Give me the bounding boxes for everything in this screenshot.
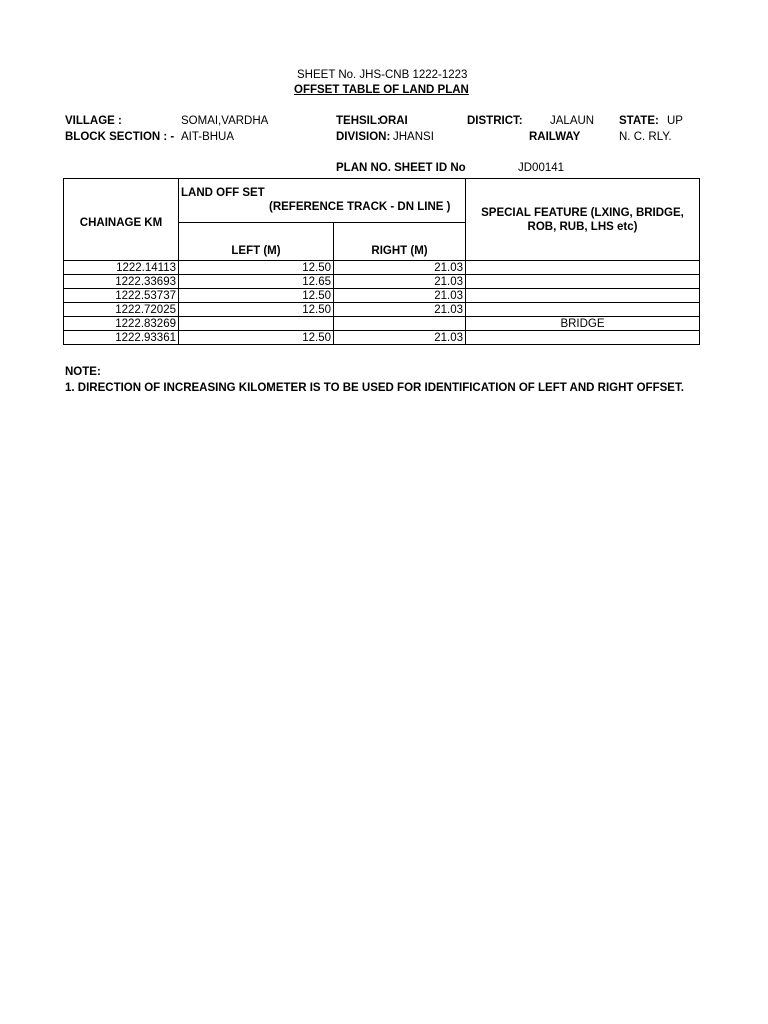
right-offset-cell: 21.03 — [334, 275, 466, 289]
special-feature-cell — [466, 331, 700, 345]
state-value: UP — [667, 115, 683, 127]
chainage-cell: 1222.93361 — [64, 331, 179, 345]
chainage-cell: 1222.72025 — [64, 303, 179, 317]
left-offset-cell: 12.50 — [179, 289, 334, 303]
offset-table — [63, 178, 700, 345]
left-offset-cell: 12.50 — [179, 331, 334, 345]
block-section-value: AIT-BHUA — [181, 131, 235, 143]
sheet-number: SHEET No. JHS-CNB 1222-1223 — [297, 69, 468, 81]
railway-value: N. C. RLY. — [619, 131, 672, 143]
right-offset-header: RIGHT (M) — [334, 223, 466, 261]
right-offset-cell: 21.03 — [334, 303, 466, 317]
state-label: STATE: — [619, 115, 659, 127]
special-feature-header: SPECIAL FEATURE (LXING, BRIDGE, ROB, RUB, LHS etc) — [466, 179, 700, 261]
special-feature-cell — [466, 275, 700, 289]
right-offset-cell: 21.03 — [334, 289, 466, 303]
table-row — [64, 261, 700, 275]
table-row — [64, 303, 700, 317]
left-offset-cell: 12.50 — [179, 261, 334, 275]
left-offset-cell: 12.65 — [179, 275, 334, 289]
village-value: SOMAI,VARDHA — [181, 115, 269, 127]
special-feature-cell — [466, 261, 700, 275]
left-offset-cell — [179, 317, 334, 331]
table-row — [64, 289, 700, 303]
chainage-cell: 1222.33693 — [64, 275, 179, 289]
chainage-cell: 1222.53737 — [64, 289, 179, 303]
chainage-cell: 1222.14113 — [64, 261, 179, 275]
note-text: 1. DIRECTION OF INCREASING KILOMETER IS TO BE USED FOR IDENTIFICATION OF LEFT AND RIGHT OFFSET. — [65, 382, 684, 394]
right-offset-cell — [334, 317, 466, 331]
district-label: DISTRICT: — [467, 115, 523, 127]
left-offset-cell: 12.50 — [179, 303, 334, 317]
chainage-header: CHAINAGE KM — [64, 179, 179, 261]
special-feature-cell: BRIDGE — [466, 317, 700, 331]
special-feature-cell — [466, 303, 700, 317]
left-offset-header: LEFT (M) — [179, 223, 334, 261]
special-feature-cell — [466, 289, 700, 303]
table-body — [64, 261, 700, 345]
reference-track-label: (REFERENCE TRACK - DN LINE ) — [269, 201, 451, 213]
railway-label: RAILWAY — [529, 131, 581, 143]
land-offset-title: LAND OFF SET — [181, 187, 265, 199]
note-label: NOTE: — [65, 366, 101, 378]
district-value: JALAUN — [550, 115, 595, 127]
table-row — [64, 331, 700, 345]
plan-value: JD00141 — [518, 162, 565, 174]
tehsil-label: TEHSIL: — [336, 115, 381, 127]
block-section-label: BLOCK SECTION : - — [65, 131, 175, 143]
table-row — [64, 317, 700, 331]
tehsil-value: ORAI — [379, 115, 408, 127]
land-offset-header — [179, 179, 466, 223]
sheet-title: OFFSET TABLE OF LAND PLAN — [294, 84, 469, 96]
village-label: VILLAGE : — [65, 115, 122, 127]
division-value: JHANSI — [393, 131, 434, 143]
chainage-cell: 1222.83269 — [64, 317, 179, 331]
division-label: DIVISION: — [336, 131, 391, 143]
plan-label: PLAN NO. SHEET ID No — [336, 162, 466, 174]
table-row — [64, 275, 700, 289]
right-offset-cell: 21.03 — [334, 261, 466, 275]
right-offset-cell: 21.03 — [334, 331, 466, 345]
